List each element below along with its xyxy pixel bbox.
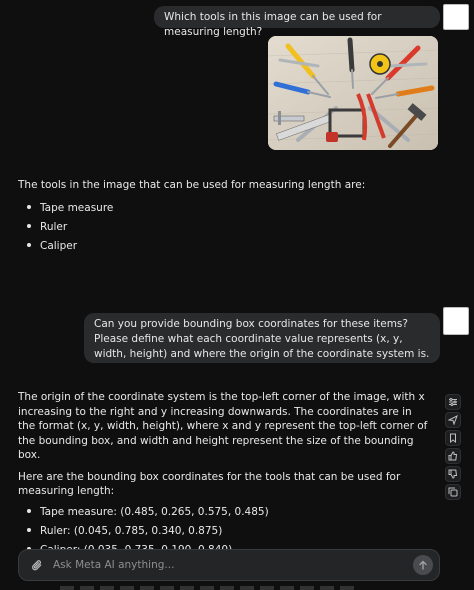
list-item: Tape measure [18, 199, 448, 218]
user-message-bubble [154, 6, 440, 38]
arrow-up-icon[interactable] [413, 555, 433, 575]
list-item: Tape measure: (0.485, 0.265, 0.575, 0.485) [18, 503, 428, 522]
ai-response-paragraph: Here are the bounding box coordinates for the tools that can be used for measuring length: [18, 470, 401, 497]
user-avatar[interactable] [443, 307, 469, 335]
list-item: Ruler [18, 218, 448, 237]
ask-input[interactable] [51, 558, 413, 572]
thumbs-down-icon[interactable] [445, 466, 461, 482]
message-actions [445, 394, 461, 502]
tools-photo-illustration [268, 36, 438, 150]
attached-tools-photo[interactable] [268, 36, 438, 150]
paperclip-icon[interactable] [23, 559, 51, 572]
list-item: Ruler: (0.045, 0.785, 0.340, 0.875) [18, 522, 428, 541]
bookmark-icon[interactable] [445, 430, 461, 446]
ai-response-paragraph: The origin of the coordinate system is the top-left corner of the image, with x increasing to the right and y increasing downwards. The coordinates are in the format (x, y, width, height), where x and y represent the top-left corner of the bounding box, and width and height represent the size of the bounding box. [18, 391, 428, 461]
copy-icon[interactable] [445, 484, 461, 500]
sliders-icon[interactable] [445, 394, 461, 410]
ai-response-2 [18, 390, 428, 560]
thumbs-up-icon[interactable] [445, 448, 461, 464]
share-icon[interactable] [445, 412, 461, 428]
composer-bar [18, 549, 440, 581]
measuring-tools-list [18, 199, 448, 256]
user-avatar[interactable] [443, 4, 469, 30]
ai-response-1 [18, 178, 448, 256]
user-message-bubble [84, 313, 440, 363]
user-message-text: Can you provide bounding box coordinates for these items? Please define what each coordinate value represents (x, y, width, height) and where the origin of the coordinate system is. [94, 318, 430, 360]
list-item: Caliper [18, 237, 448, 256]
user-message-text: Which tools in this image can be used for measuring length? [164, 11, 382, 38]
footer-disclaimer-strip [60, 586, 360, 590]
ai-response-intro: The tools in the image that can be used for measuring length are: [18, 179, 366, 191]
